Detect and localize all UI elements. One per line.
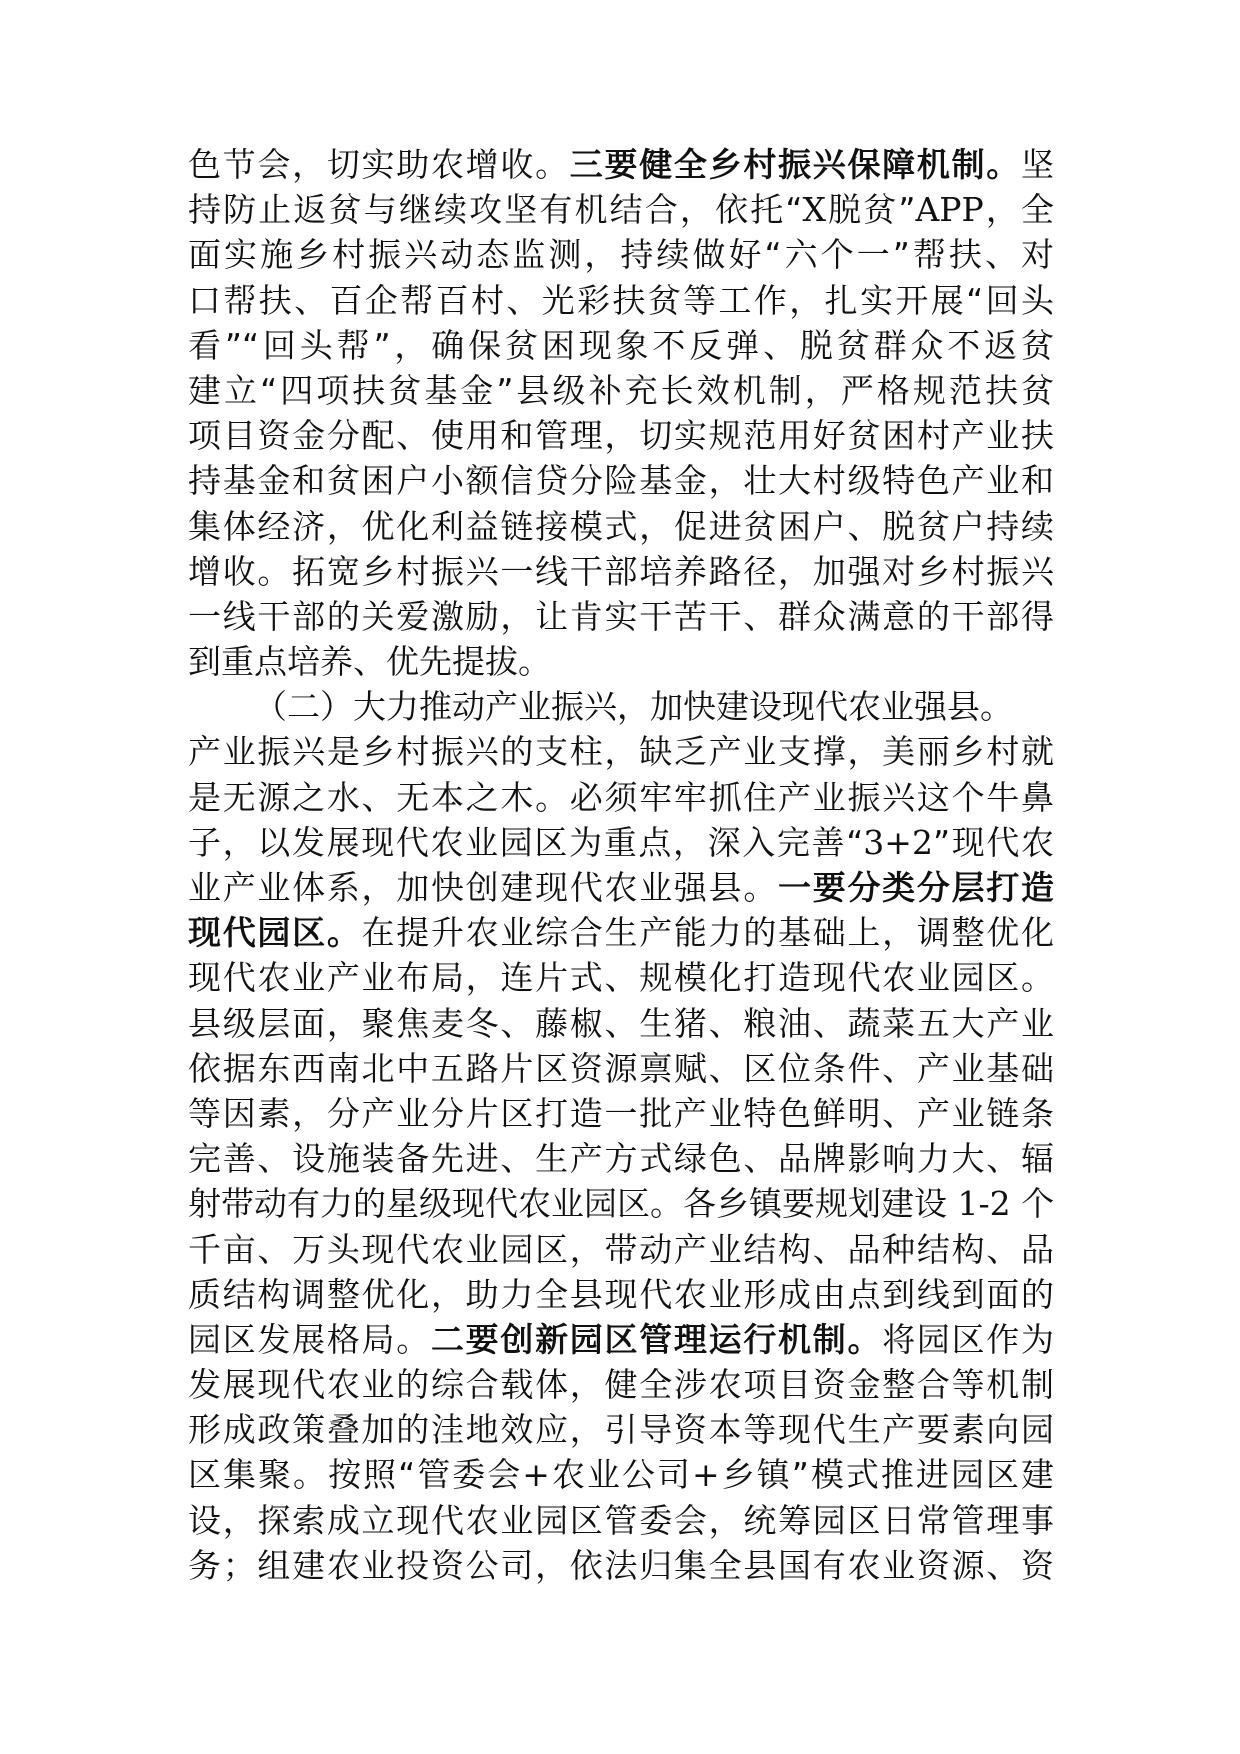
text-line [188, 1543, 1054, 1588]
text-line [188, 955, 1054, 1000]
text-segment: 乡镇”模式推进园区建 [719, 1455, 1054, 1495]
text-segment: 质结构调整优化，助力全县现代农业形成由点到线到面的 [188, 1274, 1054, 1314]
text-segment: + [522, 1455, 550, 1495]
text-segment: 射带动有力的星级现代农业园区。各乡镇要规划建设 [188, 1184, 958, 1224]
text-line [188, 775, 1054, 820]
text-line [188, 187, 1054, 232]
text-segment: 设，探索成立现代农业园区管委会，统筹园区日常管理事 [188, 1500, 1054, 1540]
text-segment: 将园区作为 [882, 1319, 1055, 1359]
text-segment: 千亩、万头现代农业园区，带动产业结构、品种结构、品 [188, 1229, 1054, 1269]
text-segment: 发展现代农业的综合载体，健全涉农项目资金整合等机制 [188, 1365, 1054, 1405]
text-segment: 形成政策叠加的洼地效应，引导资本等现代生产要素向园 [188, 1410, 1054, 1450]
text-line [188, 684, 1054, 729]
text-line [188, 910, 1054, 955]
bold-text-segment: 现代园区。 [188, 913, 362, 953]
text-segment: 现代农业产业布局，连片式、规模化打造现代农业园区。 [188, 958, 1054, 998]
text-segment: 在提升农业综合生产能力的基础上，调整优化 [361, 913, 1055, 953]
text-line [188, 1136, 1054, 1181]
text-segment: APP [915, 190, 984, 230]
text-line [188, 1181, 1054, 1226]
text-segment: 3+2 [863, 822, 933, 862]
text-line [188, 232, 1054, 277]
text-segment: 区集聚。按照“管委会 [188, 1455, 523, 1495]
text-line [188, 1001, 1054, 1046]
bold-text-segment: 三要健全乡村振兴保障机制。 [569, 145, 1022, 184]
text-segment: 面实施乡村振兴动态监测，持续做好“六个一”帮扶、对 [188, 235, 1054, 275]
text-line [188, 549, 1054, 594]
text-segment: 县级层面，聚焦麦冬、藤椒、生猪、粮油、蔬菜五大产业 [188, 1003, 1054, 1043]
text-line [188, 458, 1054, 503]
text-line [188, 1091, 1054, 1136]
text-segment: 依据东西南北中五路片区资源禀赋、区位条件、产业基础 [188, 1048, 1054, 1088]
text-segment: 看”“回头帮”，确保贫困现象不反弹、脱贫群众不返贫 [188, 325, 1054, 365]
text-line [188, 594, 1054, 639]
text-segment: 产业振兴是乡村振兴的支柱，缺乏产业支撑，美丽乡村就 [188, 732, 1054, 772]
text-segment: 园区发展格局。 [188, 1319, 431, 1359]
text-line [188, 1407, 1054, 1452]
text-line [188, 1272, 1054, 1317]
text-line [188, 1362, 1054, 1407]
text-segment: 业产业体系，加快创建现代农业强县。 [188, 868, 779, 907]
text-segment: 子，以发展现代农业园区为重点，深入完善“ [188, 822, 864, 862]
text-line [188, 820, 1054, 865]
text-segment: （二）大力推动产业振兴，加快建设现代农业强县。 [254, 687, 1013, 727]
text-line [188, 865, 1054, 910]
text-line [188, 504, 1054, 549]
text-segment: 务；组建农业投资公司，依法归集全县国有农业资源、资 [188, 1545, 1054, 1585]
text-line [188, 639, 1054, 684]
text-segment: 1-2 [957, 1184, 1011, 1224]
text-line [188, 729, 1054, 774]
text-line [188, 142, 1054, 187]
text-segment: 增收。拓宽乡村振兴一线干部培养路径，加强对乡村振兴 [188, 551, 1054, 591]
text-segment: 一线干部的关爱激励，让肯实干苦干、群众满意的干部得 [188, 596, 1054, 636]
text-line [188, 368, 1054, 413]
text-line [188, 1317, 1054, 1362]
text-segment: 个 [1010, 1184, 1055, 1224]
text-segment: 持防止返贫与继续攻坚有机结合，依托“ [188, 190, 803, 230]
text-segment: + [692, 1455, 720, 1495]
text-line [188, 1046, 1054, 1091]
text-segment: 脱贫” [825, 190, 916, 230]
text-line [188, 1227, 1054, 1272]
text-segment: 到重点培养、优先提拔。 [188, 642, 551, 682]
text-line [188, 413, 1054, 458]
text-segment: 农业公司 [549, 1455, 693, 1495]
text-segment: 建立“四项扶贫基金”县级补充长效机制，严格规范扶贫 [188, 370, 1054, 410]
text-segment: 色节会，切实助农增收。 [188, 145, 570, 184]
text-segment: 坚 [1021, 145, 1055, 184]
document-body [188, 142, 1054, 1588]
text-line [188, 278, 1054, 323]
text-segment: X [802, 190, 826, 230]
text-line [188, 1498, 1054, 1543]
bold-text-segment: 二要创新园区管理运行机制。 [430, 1319, 883, 1359]
text-segment: 完善、设施装备先进、生产方式绿色、品牌影响力大、辐 [188, 1139, 1054, 1179]
bold-text-segment: 一要分类分层打造 [778, 868, 1055, 907]
text-segment: 项目资金分配、使用和管理，切实规范用好贫困村产业扶 [188, 416, 1054, 456]
text-segment: 持基金和贫困户小额信贷分险基金，壮大村级特色产业和 [188, 461, 1054, 501]
text-segment: 集体经济，优化利益链接模式，促进贫困户、脱贫户持续 [188, 506, 1054, 546]
text-segment: 等因素，分产业分片区打造一批产业特色鲜明、产业链条 [188, 1093, 1054, 1133]
text-segment: 是无源之水、无本之木。必须牢牢抓住产业振兴这个牛鼻 [188, 777, 1054, 817]
text-segment: ”现代农 [932, 822, 1054, 862]
text-line [188, 1452, 1054, 1497]
text-segment: 口帮扶、百企帮百村、光彩扶贫等工作，扎实开展“回头 [188, 280, 1054, 320]
text-segment: ，全 [983, 190, 1054, 230]
text-line [188, 323, 1054, 368]
